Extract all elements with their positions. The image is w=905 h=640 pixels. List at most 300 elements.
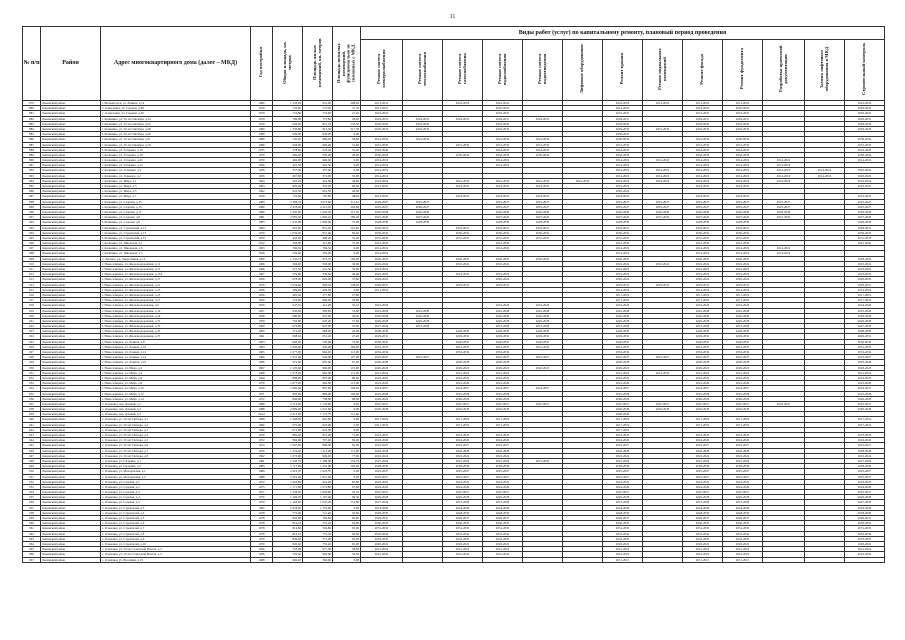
row-year: 1970 bbox=[251, 111, 273, 116]
header-num: № п/п bbox=[23, 27, 41, 101]
row-work-period: 2026-2028 bbox=[603, 360, 643, 365]
row-living-area: 521,50 bbox=[303, 267, 333, 272]
row-work-period: 2022-2034 bbox=[523, 137, 563, 142]
row-total-area: 672,00 bbox=[273, 360, 303, 365]
row-number: 886 bbox=[23, 137, 41, 142]
row-work-period: 2023-2025 bbox=[443, 433, 483, 438]
row-work-period: 2020-2023 bbox=[603, 365, 643, 370]
row-number: 948 bbox=[23, 458, 41, 463]
row-district: Ленинский район bbox=[41, 137, 101, 142]
row-living-area: 435,00 bbox=[303, 184, 333, 189]
row-total-area: 892,00 bbox=[273, 433, 303, 438]
row-work-period: 2025-2028 bbox=[603, 391, 643, 396]
row-number: 962 bbox=[23, 531, 41, 536]
row-number: 890 bbox=[23, 158, 41, 163]
row-work-period: 2021-2024 bbox=[361, 370, 403, 375]
row-living-area: 797,00 bbox=[303, 438, 333, 443]
row-work-period: 2014-2016 bbox=[683, 287, 723, 292]
row-nonliving-area: 89,00 bbox=[333, 375, 361, 380]
row-district: Ленинский район bbox=[41, 521, 101, 526]
row-work-period: 2025-2027 bbox=[845, 204, 885, 209]
row-address: г. Калинино, ул. Гагарина, д.16 bbox=[101, 147, 251, 152]
row-address: г. Калинино, ул. Мира, д.5 bbox=[101, 189, 251, 194]
row-district: Ленинский район bbox=[41, 490, 101, 495]
row-work-period: 2029-2031 bbox=[845, 334, 885, 339]
row-work-period: 2029-2031 bbox=[483, 282, 523, 287]
row-work-period: 2029-2032 bbox=[483, 121, 523, 126]
row-number: 911 bbox=[23, 267, 41, 272]
row-district: Ленинский район bbox=[41, 184, 101, 189]
row-number: 947 bbox=[23, 453, 41, 458]
row-work-period: 2029-2031 bbox=[723, 334, 763, 339]
row-work-period: 2021-2023 bbox=[723, 547, 763, 552]
row-address: г. Новоселицкое, ул. Железнодорожная, д.35 bbox=[101, 329, 251, 334]
row-work-period: 2024-2026 bbox=[443, 505, 483, 510]
row-living-area: 460,00 bbox=[303, 158, 333, 163]
row-work-period: 2023-2025 bbox=[723, 272, 763, 277]
row-work-period: 2021-2023 bbox=[361, 547, 403, 552]
row-total-area: 1 034,60 bbox=[273, 282, 303, 287]
row-work-period: 2031-2033 bbox=[683, 344, 723, 349]
row-year: 1978 bbox=[251, 526, 273, 531]
row-work-period: 2025-2027 bbox=[603, 469, 643, 474]
row-work-period: 2023-2025 bbox=[603, 433, 643, 438]
row-district: Ленинский район bbox=[41, 313, 101, 318]
row-district: Ленинский район bbox=[41, 422, 101, 427]
row-work-period: 2022-2024 bbox=[763, 178, 805, 183]
row-work-period: 2031-2033 bbox=[523, 344, 563, 349]
row-work-period: 2017-2019 bbox=[603, 298, 643, 303]
row-district: Ленинский район bbox=[41, 329, 101, 334]
row-work-period: 2025-2028 bbox=[403, 308, 443, 313]
row-district: Ленинский район bbox=[41, 479, 101, 484]
row-work-period: 2041-2042 bbox=[723, 241, 763, 246]
row-work-period: 2029-2031 bbox=[643, 282, 683, 287]
row-work-period: 2027-2029 bbox=[603, 500, 643, 505]
row-work-period: 2024-2026 bbox=[361, 438, 403, 443]
page-number: 11 bbox=[449, 14, 456, 20]
row-work-period: 2022-2024 bbox=[483, 453, 523, 458]
row-nonliving-area: 58,80 bbox=[333, 137, 361, 142]
row-living-area: 400,20 bbox=[303, 235, 333, 240]
row-work-period: 2026-2028 bbox=[763, 209, 805, 214]
row-work-period: 2023-2025 bbox=[683, 433, 723, 438]
row-year: 1970 bbox=[251, 433, 273, 438]
row-work-period: 2029-2031 bbox=[361, 516, 403, 521]
row-number: 888 bbox=[23, 147, 41, 152]
row-work-period: 2029-2031 bbox=[403, 116, 443, 121]
row-work-period: 2025-2027 bbox=[483, 490, 523, 495]
row-work-period: 2033-2035 bbox=[483, 536, 523, 541]
row-work-period: 2024-2026 bbox=[845, 303, 885, 308]
row-work-period: 2030-2032 bbox=[603, 339, 643, 344]
row-nonliving-area: 180,20 bbox=[333, 215, 361, 220]
row-work-period: 2026-2028 bbox=[683, 448, 723, 453]
row-work-period: 2029-2031 bbox=[723, 282, 763, 287]
row-work-period: 2030-2032 bbox=[361, 521, 403, 526]
row-work-period: 2031-2035 bbox=[683, 142, 723, 147]
row-work-period: 2026-2028 bbox=[603, 209, 643, 214]
row-work-period: 2025-2027 bbox=[845, 469, 885, 474]
row-total-area: 1 171,80 bbox=[273, 484, 303, 489]
row-work-period: 2029-2032 bbox=[845, 121, 885, 126]
row-living-area: 944,00 bbox=[303, 355, 333, 360]
row-work-period: 2023-2025 bbox=[361, 433, 403, 438]
row-district: Ленинский район bbox=[41, 484, 101, 489]
row-address: г. Новоселицкое, ул. Железнодорожная, д.37 bbox=[101, 334, 251, 339]
row-work-period: 2030-2032 bbox=[723, 521, 763, 526]
row-work-period: 2025-2027 bbox=[361, 474, 403, 479]
row-work-period: 2029-2033 bbox=[361, 126, 403, 131]
row-work-period: 2017-2019 bbox=[603, 422, 643, 427]
row-number: 920 bbox=[23, 313, 41, 318]
row-work-period: 2021-2024 bbox=[723, 370, 763, 375]
row-year: 1981 bbox=[251, 458, 273, 463]
row-number: 894 bbox=[23, 178, 41, 183]
row-work-period: 2028-2030 bbox=[845, 464, 885, 469]
row-work-period bbox=[763, 557, 805, 562]
row-year: 2014 bbox=[251, 412, 273, 417]
row-year: 1963 bbox=[251, 339, 273, 344]
row-district: Ленинский район bbox=[41, 547, 101, 552]
row-district: Ленинский район bbox=[41, 526, 101, 531]
row-living-area: 721,40 bbox=[303, 510, 333, 515]
row-work-period: 2022-2024 bbox=[683, 178, 723, 183]
row-address: г. Калинино, ул. Гагарина, д.20 bbox=[101, 158, 251, 163]
row-nonliving-area: 100,00 bbox=[333, 344, 361, 349]
row-work-period: 2022-2024 bbox=[683, 453, 723, 458]
row-work-period: 2020-2023 bbox=[683, 365, 723, 370]
row-work-period: 2020-2022 bbox=[723, 277, 763, 282]
row-living-area: 605,00 bbox=[303, 360, 333, 365]
row-living-area: 601,30 bbox=[303, 189, 333, 194]
row-work-period: 2020-2023 bbox=[443, 365, 483, 370]
row-living-area: 639,00 bbox=[303, 132, 333, 137]
row-work-period: 2026-2028 bbox=[403, 209, 443, 214]
row-year: 1984 bbox=[251, 225, 273, 230]
row-work-period: 2026-2028 bbox=[723, 209, 763, 214]
row-district: Ленинский район bbox=[41, 209, 101, 214]
row-work-period: 2025-2028 bbox=[361, 308, 403, 313]
row-year: 1976 bbox=[251, 495, 273, 500]
row-work-period: 2031-2033 bbox=[483, 526, 523, 531]
row-work-period: 2030-2034 bbox=[723, 137, 763, 142]
row-nonliving-area: 101,60 bbox=[333, 225, 361, 230]
row-nonliving-area: 48,40 bbox=[333, 194, 361, 199]
row-number: 883 bbox=[23, 121, 41, 126]
row-living-area: 733,40 bbox=[303, 106, 333, 111]
row-number: 917 bbox=[23, 298, 41, 303]
row-year: 1967 bbox=[251, 272, 273, 277]
row-work-period: 2026-2028 bbox=[845, 407, 885, 412]
row-living-area: 1 107,40 bbox=[303, 495, 333, 500]
row-number: 932 bbox=[23, 375, 41, 380]
row-work-period: 2014-2016 bbox=[603, 251, 643, 256]
row-number: 901 bbox=[23, 215, 41, 220]
row-number: 931 bbox=[23, 370, 41, 375]
row-number: 944 bbox=[23, 438, 41, 443]
row-living-area: 620,00 bbox=[303, 152, 333, 157]
row-year: 1970 bbox=[251, 152, 273, 157]
row-work-period: 2022-2025 bbox=[443, 375, 483, 380]
row-district: Ленинский район bbox=[41, 282, 101, 287]
row-address: г. Новоселицкое, ул. Мира, д.12 bbox=[101, 391, 251, 396]
row-number: 967 bbox=[23, 557, 41, 562]
row-work-period: 2028-2030 bbox=[523, 220, 563, 225]
row-work-period: 2026-2028 bbox=[845, 209, 885, 214]
row-work-period: 2025-2027 bbox=[845, 401, 885, 406]
row-work-period: 2030-2032 bbox=[845, 339, 885, 344]
row-nonliving-area: 58,00 bbox=[333, 547, 361, 552]
row-nonliving-area: 113,00 bbox=[333, 381, 361, 386]
row-year: 1980 bbox=[251, 204, 273, 209]
row-total-area: 820,40 bbox=[273, 541, 303, 546]
row-work-period: 2022-2025 bbox=[361, 375, 403, 380]
row-address: г. Новоселицкое, ул. Железнодорожная, д.11 bbox=[101, 261, 251, 266]
row-work-period: 2024-2026 bbox=[723, 505, 763, 510]
row-work-period: 2014-2016 bbox=[723, 163, 763, 168]
row-work-period: 2026-2029 bbox=[483, 396, 523, 401]
row-work-period: 2026-2028 bbox=[683, 360, 723, 365]
row-work-period: 2014-2016 bbox=[723, 251, 763, 256]
row-work-period: 2014-2016 bbox=[483, 163, 523, 168]
row-year: 1980 bbox=[251, 126, 273, 131]
row-living-area: 749,80 bbox=[303, 526, 333, 531]
row-work-period: 2022-2024 bbox=[443, 261, 483, 266]
row-total-area: 816,10 bbox=[273, 521, 303, 526]
row-number: 925 bbox=[23, 339, 41, 344]
row-work-period: 2032-2034 bbox=[683, 350, 723, 355]
row-work-period: 2027-2029 bbox=[723, 324, 763, 329]
row-work-period: 2014-2016 bbox=[763, 158, 805, 163]
row-work-period: 2026-2028 bbox=[845, 360, 885, 365]
row-work-period: 2026-2028 bbox=[361, 313, 403, 318]
row-total-area: 357,00 bbox=[273, 168, 303, 173]
row-total-area: 820,00 bbox=[273, 339, 303, 344]
row-year: 1956 bbox=[251, 303, 273, 308]
row-year: 1978 bbox=[251, 516, 273, 521]
row-work-period: 2023-2025 bbox=[723, 194, 763, 199]
row-work-period: 2028-2030 bbox=[723, 510, 763, 515]
row-work-period: 2017-2019 bbox=[845, 292, 885, 297]
row-year: 1966 bbox=[251, 261, 273, 266]
row-work-period: 2029-2033 bbox=[683, 126, 723, 131]
row-work-period: 2022-2024 bbox=[443, 453, 483, 458]
row-work-period: 2025-2027 bbox=[723, 355, 763, 360]
row-district: Ленинский район bbox=[41, 469, 101, 474]
row-work-period: 2021-2024 bbox=[845, 370, 885, 375]
row-total-area: 1 073,00 bbox=[273, 370, 303, 375]
row-work-period: 2021-2023 bbox=[603, 547, 643, 552]
row-living-area: 766,50 bbox=[303, 246, 333, 251]
row-nonliving-area: 0,00 bbox=[333, 557, 361, 562]
row-year: 1956 bbox=[251, 277, 273, 282]
row-total-area: 1 077,00 bbox=[273, 381, 303, 386]
row-work-period: 2024-2026 bbox=[483, 438, 523, 443]
row-work-period: 2026-2028 bbox=[443, 407, 483, 412]
row-total-area: 745,20 bbox=[273, 137, 303, 142]
row-work-period: 2014-2016 bbox=[603, 163, 643, 168]
row-work-period: 2031-2033 bbox=[603, 235, 643, 240]
row-year: 1972 bbox=[251, 479, 273, 484]
row-number: 938 bbox=[23, 407, 41, 412]
row-year: 1966 bbox=[251, 360, 273, 365]
row-work-period: 2042-2043 bbox=[603, 147, 643, 152]
row-number: 905 bbox=[23, 235, 41, 240]
row-work-period: 2042-2043 bbox=[361, 147, 403, 152]
row-work-period: 2020-2022 bbox=[683, 277, 723, 282]
row-work-period: 2023-2025 bbox=[603, 267, 643, 272]
row-work-period: 2027-2029 bbox=[845, 500, 885, 505]
row-district: Ленинский район bbox=[41, 500, 101, 505]
row-work-period: 2029-2031 bbox=[603, 516, 643, 521]
row-total-area: 1 051,00 bbox=[273, 355, 303, 360]
row-living-area: 330,60 bbox=[303, 272, 333, 277]
row-address: г. Калинино, ул. Горького, д.2 bbox=[101, 173, 251, 178]
row-work-period: 2032-2034 bbox=[483, 350, 523, 355]
row-nonliving-area: 60,00 bbox=[333, 184, 361, 189]
row-district: Ленинский район bbox=[41, 220, 101, 225]
row-work-period: 2023-2026 bbox=[603, 381, 643, 386]
row-nonliving-area: 97,00 bbox=[333, 484, 361, 489]
row-nonliving-area: 64,90 bbox=[333, 521, 361, 526]
row-work-period: 2025-2028 bbox=[845, 308, 885, 313]
row-address: г. Калинино, ул. 50 лет Октября, д.19 bbox=[101, 142, 251, 147]
row-work-period: 2017-2019 bbox=[723, 417, 763, 422]
row-work-period: 2014-2034 bbox=[361, 137, 403, 142]
row-year: 1967 bbox=[251, 365, 273, 370]
row-living-area: 705,60 bbox=[303, 194, 333, 199]
header-work-2: Ремонт систем газоснабжения bbox=[443, 40, 483, 101]
row-work-period: 2029-2031 bbox=[523, 334, 563, 339]
row-address: с. Ольховка, ул. 50 лет Победы, д.6 bbox=[101, 443, 251, 448]
row-address: с. Ольховка, ул. Строителей, д.4 bbox=[101, 510, 251, 515]
row-living-area: 366,90 bbox=[303, 557, 333, 562]
row-work-period: 2027-2029 bbox=[523, 458, 563, 463]
row-work-period: 2024-2026 bbox=[483, 484, 523, 489]
row-address: с. Ольховка, ул. Строителей, д.3 bbox=[101, 505, 251, 510]
row-work-period: 2025-2027 bbox=[723, 204, 763, 209]
row-nonliving-area: 50,00 bbox=[333, 267, 361, 272]
row-work-period bbox=[403, 557, 443, 562]
row-work-period: 2025-2027 bbox=[723, 443, 763, 448]
row-year: 1956 bbox=[251, 292, 273, 297]
row-work-period: 2027-2029 bbox=[483, 324, 523, 329]
row-year: 1985 bbox=[251, 464, 273, 469]
row-work-period: 2022-2024 bbox=[723, 453, 763, 458]
row-work-period: 2020-2023 bbox=[361, 365, 403, 370]
row-work-period: 2027-2029 bbox=[723, 500, 763, 505]
row-work-period: 2027-2029 bbox=[683, 500, 723, 505]
row-work-period: 2030-2032 bbox=[603, 132, 643, 137]
row-nonliving-area: 0,00 bbox=[333, 246, 361, 251]
row-year: 1963 bbox=[251, 184, 273, 189]
row-work-period: 2022-2024 bbox=[483, 261, 523, 266]
row-work-period: 2030-2032 bbox=[603, 521, 643, 526]
row-district: Ленинский район bbox=[41, 230, 101, 235]
row-work-period: 2025-2027 bbox=[523, 401, 563, 406]
row-address: с. Ольховка, ул. 50 лет Победы, д.5 bbox=[101, 438, 251, 443]
row-work-period: 2020-2022 bbox=[845, 541, 885, 546]
row-work-period: 2031-2033 bbox=[845, 526, 885, 531]
row-year: 1982 bbox=[251, 505, 273, 510]
row-work-period: 2027-2029 bbox=[483, 458, 523, 463]
row-work-period: 2016-2018 bbox=[443, 101, 483, 106]
row-work-period: 2022-2025 bbox=[483, 375, 523, 380]
row-district: Ленинский район bbox=[41, 339, 101, 344]
row-nonliving-area: 21,20 bbox=[333, 111, 361, 116]
row-work-period: 2023-2025 bbox=[361, 267, 403, 272]
row-nonliving-area: 81,00 bbox=[333, 443, 361, 448]
row-address: с. Ольховка, ул. Садовая, д.5 bbox=[101, 500, 251, 505]
row-work-period: 2026-2028 bbox=[845, 495, 885, 500]
row-number: 919 bbox=[23, 308, 41, 313]
row-work-period: 2014-2016 bbox=[643, 168, 683, 173]
row-work-period: 2020-2022 bbox=[723, 256, 763, 261]
row-work-period: 2025-2027 bbox=[603, 490, 643, 495]
row-district: Ленинский район bbox=[41, 453, 101, 458]
row-work-period: 2029-2031 bbox=[483, 334, 523, 339]
row-work-period: 2025-2027 bbox=[683, 469, 723, 474]
row-work-period: 2029-2033 bbox=[845, 126, 885, 131]
row-nonliving-area: 71,00 bbox=[333, 433, 361, 438]
row-number: 912 bbox=[23, 272, 41, 277]
row-work-period: 2026-2027 bbox=[403, 204, 443, 209]
row-total-area: 409,00 bbox=[273, 287, 303, 292]
row-nonliving-area: 36,00 bbox=[333, 261, 361, 266]
row-district: Ленинский район bbox=[41, 308, 101, 313]
header-works-group: Виды работ (услуг) по капитальному ремонту, плановый период проведения bbox=[361, 27, 885, 40]
capital-repair-table bbox=[22, 26, 885, 563]
row-work-period: 2024-2027 bbox=[443, 386, 483, 391]
row-work-period: 2028-2030 bbox=[523, 329, 563, 334]
row-number: 900 bbox=[23, 209, 41, 214]
row-number: 953 bbox=[23, 484, 41, 489]
row-total-area: 2 419,70 bbox=[273, 469, 303, 474]
row-total-area: 278,80 bbox=[273, 147, 303, 152]
row-total-area: 455,40 bbox=[273, 235, 303, 240]
row-number: 955 bbox=[23, 495, 41, 500]
row-work-period: 2017-2019 bbox=[845, 422, 885, 427]
row-work-period: 2014-2016 bbox=[361, 163, 403, 168]
row-work-period: 2020-2022 bbox=[845, 277, 885, 282]
row-work-period: 2024-2026 bbox=[443, 484, 483, 489]
row-work-period: 2028-2030 bbox=[403, 220, 443, 225]
row-work-period: 2023-2025 bbox=[483, 433, 523, 438]
row-work-period: 2031-2033 bbox=[723, 344, 763, 349]
row-total-area: 1 005,00 bbox=[273, 386, 303, 391]
row-work-period: 2025-2027 bbox=[683, 474, 723, 479]
row-address: г. Калинино, ул. 50 лет Октября, д.34 bbox=[101, 116, 251, 121]
row-work-period: 2023-2025 bbox=[845, 272, 885, 277]
row-work-period: 2026-2028 bbox=[483, 448, 523, 453]
row-address: г. Новоселицкое, ул. Железнодорожная, д.31 bbox=[101, 318, 251, 323]
row-nonliving-area: 0,00 bbox=[333, 287, 361, 292]
row-work-period: 2027-2029 bbox=[443, 458, 483, 463]
row-work-period: 2017-2019 bbox=[845, 417, 885, 422]
row-work-period: 2023-2025 bbox=[443, 272, 483, 277]
row-living-area: 637,00 bbox=[303, 313, 333, 318]
row-work-period: 2026-2028 bbox=[483, 313, 523, 318]
row-number: 880 bbox=[23, 106, 41, 111]
row-nonliving-area: 88,00 bbox=[333, 396, 361, 401]
row-number: 940 bbox=[23, 417, 41, 422]
row-district: Ленинский район bbox=[41, 407, 101, 412]
row-work-period: 2023-2025 bbox=[683, 184, 723, 189]
row-work-period: 2027-2029 bbox=[603, 215, 643, 220]
row-work-period: 2026-2028 bbox=[723, 407, 763, 412]
row-work-period: 2030-2032 bbox=[683, 521, 723, 526]
